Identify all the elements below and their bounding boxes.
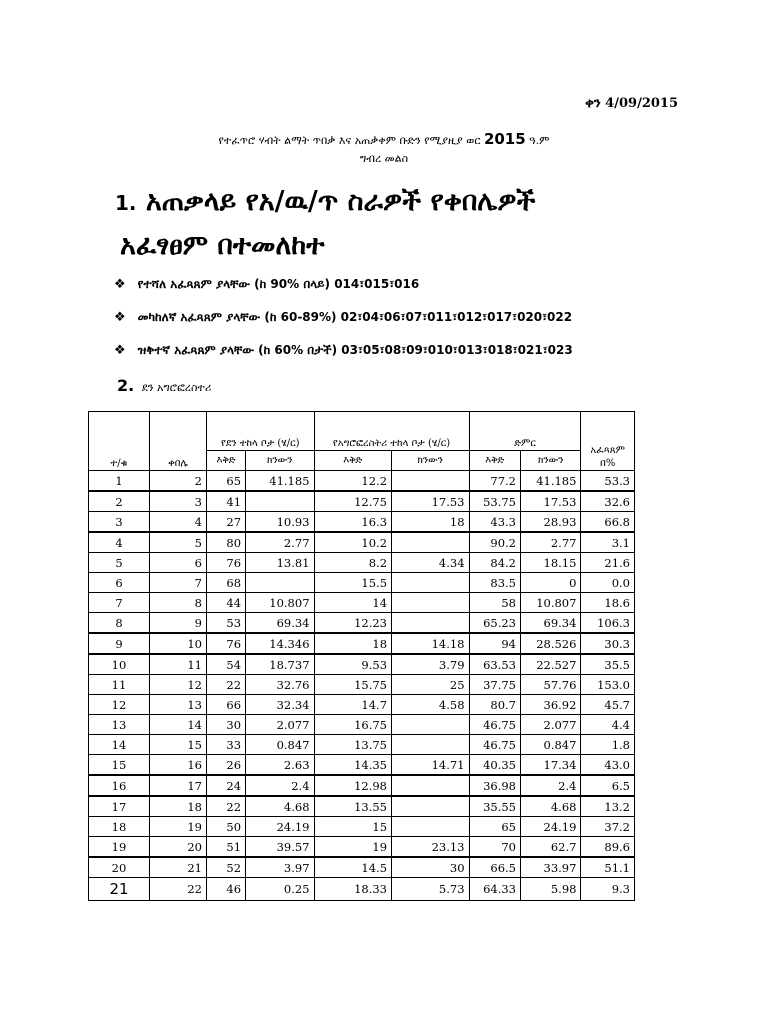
table-cell: 10.2 bbox=[314, 532, 392, 553]
table-cell bbox=[392, 573, 470, 593]
table-cell: 7 bbox=[89, 593, 150, 613]
table-cell: 66 bbox=[207, 695, 246, 715]
table-cell: 89.6 bbox=[581, 837, 635, 858]
table-cell bbox=[392, 471, 470, 492]
table-cell: 21 bbox=[150, 857, 207, 878]
table-cell: 14 bbox=[89, 735, 150, 755]
bullet-item-high bbox=[114, 277, 419, 292]
table-row bbox=[89, 675, 635, 695]
table-cell: 46.75 bbox=[469, 715, 520, 735]
table-cell: 3 bbox=[150, 491, 207, 512]
table-cell: 26 bbox=[207, 755, 246, 776]
report-subtitle-line2: ግብረ መልስ bbox=[359, 152, 409, 165]
table-cell: 65 bbox=[469, 817, 520, 837]
table-cell: 19 bbox=[89, 837, 150, 858]
header-performance bbox=[581, 412, 635, 471]
table-cell: 2.4 bbox=[246, 775, 314, 796]
header-agro-plan: እቅድ bbox=[314, 451, 392, 471]
section1-title-line2: አፈፃፀም በተመለከተ bbox=[120, 230, 325, 261]
table-row bbox=[89, 491, 635, 512]
header-no: ተ/ቁ bbox=[89, 412, 150, 471]
table-cell: 76 bbox=[207, 633, 246, 654]
table-cell: 8 bbox=[150, 593, 207, 613]
table-cell: 19 bbox=[314, 837, 392, 858]
table-row bbox=[89, 715, 635, 735]
table-cell: 2.77 bbox=[246, 532, 314, 553]
table-cell: 2.63 bbox=[246, 755, 314, 776]
table-cell: 18.33 bbox=[314, 878, 392, 901]
table-cell: 11 bbox=[89, 675, 150, 695]
table-row bbox=[89, 553, 635, 573]
header-forest: የደን ተከላ ቦታ (ሄ/ር) bbox=[207, 412, 315, 451]
table-cell: 35.55 bbox=[469, 796, 520, 817]
header-performance-line1: አፈጻጸም bbox=[590, 445, 626, 456]
table-row bbox=[89, 471, 635, 492]
table-cell: 17 bbox=[150, 775, 207, 796]
header-agroforestry: የአግሮፎረስትሪ ተከላ ቦታ (ሄ/ር) bbox=[314, 412, 469, 451]
table-cell: 17.53 bbox=[521, 491, 581, 512]
table-cell: 16 bbox=[89, 775, 150, 796]
table-row bbox=[89, 512, 635, 533]
section1-number: 1. bbox=[115, 191, 137, 215]
table-cell: 28.93 bbox=[521, 512, 581, 533]
table-cell: 13 bbox=[150, 695, 207, 715]
table-cell: 22 bbox=[150, 878, 207, 901]
table-cell: 20 bbox=[150, 837, 207, 858]
table-cell: 1 bbox=[89, 471, 150, 492]
table-cell: 18 bbox=[150, 796, 207, 817]
table-cell: 80.7 bbox=[469, 695, 520, 715]
table-cell: 94 bbox=[469, 633, 520, 654]
table-cell: 2 bbox=[150, 471, 207, 492]
table-cell: 18 bbox=[314, 633, 392, 654]
table-cell bbox=[392, 796, 470, 817]
table-cell: 5 bbox=[89, 553, 150, 573]
table-cell: 33.97 bbox=[521, 857, 581, 878]
table-cell: 13 bbox=[89, 715, 150, 735]
bullet-text: ዝቅተኛ አፈጻጸም ያላቸው (ከ 60% በታች) 03፣05፣08፣09፣010፣013፣018፣021፣023 bbox=[137, 343, 573, 357]
table-cell: 80 bbox=[207, 532, 246, 553]
table-row bbox=[89, 654, 635, 675]
table-cell: 33 bbox=[207, 735, 246, 755]
table-cell: 17.53 bbox=[392, 491, 470, 512]
table-row bbox=[89, 878, 635, 901]
table-cell: 106.3 bbox=[581, 613, 635, 634]
table-cell: 14.7 bbox=[314, 695, 392, 715]
table-cell: 13.81 bbox=[246, 553, 314, 573]
table-cell: 3.97 bbox=[246, 857, 314, 878]
table-row bbox=[89, 755, 635, 776]
table-cell: 36.92 bbox=[521, 695, 581, 715]
table-cell: 62.7 bbox=[521, 837, 581, 858]
table-cell: 15.5 bbox=[314, 573, 392, 593]
table-cell: 13.2 bbox=[581, 796, 635, 817]
subtitle-text: የተፈጥሮ ሃብት ልማት ጥበቃ እና አጠቃቀም ቡድን የሚያዚያ ወር bbox=[218, 134, 484, 147]
table-cell: 12.75 bbox=[314, 491, 392, 512]
table-cell: 3.79 bbox=[392, 654, 470, 675]
table-row bbox=[89, 633, 635, 654]
table-cell: 4.4 bbox=[581, 715, 635, 735]
table-cell: 18.15 bbox=[521, 553, 581, 573]
table-cell: 17.34 bbox=[521, 755, 581, 776]
table-cell: 6 bbox=[89, 573, 150, 593]
table-cell: 22.527 bbox=[521, 654, 581, 675]
table-cell bbox=[392, 817, 470, 837]
table-cell: 3 bbox=[89, 512, 150, 533]
table-cell: 41 bbox=[207, 491, 246, 512]
table-cell: 5 bbox=[150, 532, 207, 553]
table-cell: 4.68 bbox=[521, 796, 581, 817]
table-cell: 5.73 bbox=[392, 878, 470, 901]
table-cell: 2.077 bbox=[521, 715, 581, 735]
table-cell: 22 bbox=[207, 675, 246, 695]
table-cell: 15.75 bbox=[314, 675, 392, 695]
table-cell: 14.71 bbox=[392, 755, 470, 776]
table-cell: 8.2 bbox=[314, 553, 392, 573]
table-cell: 13.55 bbox=[314, 796, 392, 817]
table-cell: 2 bbox=[89, 491, 150, 512]
table-cell: 50 bbox=[207, 817, 246, 837]
table-cell: 69.34 bbox=[521, 613, 581, 634]
table-cell: 21 bbox=[89, 878, 150, 901]
table-cell: 10.93 bbox=[246, 512, 314, 533]
header-performance-line2: በ% bbox=[600, 458, 616, 469]
table-cell: 15 bbox=[150, 735, 207, 755]
section1-title-line1: አጠቃላይ የአ/ዉ/ጥ ስራዎች የቀበሌዎች bbox=[145, 186, 536, 217]
table-row bbox=[89, 695, 635, 715]
bullet-item-medium bbox=[114, 310, 572, 325]
table-cell: 45.7 bbox=[581, 695, 635, 715]
bullet-text: መካከለኛ አፈጻጸም ያላቸው (ከ 60-89%) 02፣04፣06፣07፣011፣012፣017፣020፣022 bbox=[137, 310, 573, 324]
table-cell: 35.5 bbox=[581, 654, 635, 675]
table-cell: 53.3 bbox=[581, 471, 635, 492]
table-cell: 14.35 bbox=[314, 755, 392, 776]
table-cell: 14.5 bbox=[314, 857, 392, 878]
table-cell: 2.77 bbox=[521, 532, 581, 553]
header-agro-done: ክንውን bbox=[392, 451, 470, 471]
table-cell: 57.76 bbox=[521, 675, 581, 695]
table-cell: 7 bbox=[150, 573, 207, 593]
table-cell: 44 bbox=[207, 593, 246, 613]
table-cell: 9 bbox=[150, 613, 207, 634]
table-cell: 12 bbox=[89, 695, 150, 715]
table-cell: 51 bbox=[207, 837, 246, 858]
table-cell: 46.75 bbox=[469, 735, 520, 755]
table-cell: 0.847 bbox=[246, 735, 314, 755]
performance-table bbox=[88, 411, 635, 901]
report-date: ቀን 4/09/2015 bbox=[585, 96, 678, 111]
table-cell: 11 bbox=[150, 654, 207, 675]
table-cell: 9 bbox=[89, 633, 150, 654]
diamond-bullet-icon: ❖ bbox=[114, 310, 126, 325]
table-row bbox=[89, 837, 635, 858]
section1-heading bbox=[115, 186, 535, 218]
table-cell: 32.6 bbox=[581, 491, 635, 512]
table-cell: 4.68 bbox=[246, 796, 314, 817]
table-cell: 16.75 bbox=[314, 715, 392, 735]
table-cell bbox=[392, 593, 470, 613]
table-cell: 23.13 bbox=[392, 837, 470, 858]
table-cell: 6.5 bbox=[581, 775, 635, 796]
table-row bbox=[89, 857, 635, 878]
table-cell: 0.847 bbox=[521, 735, 581, 755]
table-row bbox=[89, 735, 635, 755]
diamond-bullet-icon: ❖ bbox=[114, 343, 126, 358]
table-cell: 10 bbox=[89, 654, 150, 675]
table-row bbox=[89, 593, 635, 613]
table-cell: 12 bbox=[150, 675, 207, 695]
table-cell: 52 bbox=[207, 857, 246, 878]
table-cell bbox=[392, 735, 470, 755]
table-cell: 19 bbox=[150, 817, 207, 837]
table-cell: 6 bbox=[150, 553, 207, 573]
table-row bbox=[89, 613, 635, 634]
table-row bbox=[89, 796, 635, 817]
table-cell: 30 bbox=[207, 715, 246, 735]
table-cell: 14.346 bbox=[246, 633, 314, 654]
table-cell: 4 bbox=[89, 532, 150, 553]
table-cell bbox=[392, 715, 470, 735]
table-cell: 4.58 bbox=[392, 695, 470, 715]
table-cell: 37.2 bbox=[581, 817, 635, 837]
table-cell: 68 bbox=[207, 573, 246, 593]
table-cell: 18 bbox=[392, 512, 470, 533]
header-forest-done: ክንውን bbox=[246, 451, 314, 471]
table-cell bbox=[392, 613, 470, 634]
table-cell: 12.23 bbox=[314, 613, 392, 634]
table-cell: 36.98 bbox=[469, 775, 520, 796]
table-cell: 20 bbox=[89, 857, 150, 878]
table-cell: 21.6 bbox=[581, 553, 635, 573]
table-cell: 28.526 bbox=[521, 633, 581, 654]
table-cell: 18 bbox=[89, 817, 150, 837]
table-cell: 16 bbox=[150, 755, 207, 776]
table-cell: 12.2 bbox=[314, 471, 392, 492]
table-cell: 41.185 bbox=[521, 471, 581, 492]
table-cell bbox=[392, 532, 470, 553]
table-cell: 8 bbox=[89, 613, 150, 634]
table-cell: 63.53 bbox=[469, 654, 520, 675]
table-cell: 24 bbox=[207, 775, 246, 796]
table-cell: 32.34 bbox=[246, 695, 314, 715]
table-cell: 14 bbox=[150, 715, 207, 735]
table-cell: 2.077 bbox=[246, 715, 314, 735]
table-cell bbox=[246, 573, 314, 593]
table-cell: 9.3 bbox=[581, 878, 635, 901]
table-cell: 10.807 bbox=[246, 593, 314, 613]
table-cell bbox=[392, 775, 470, 796]
header-total: ድምር bbox=[469, 412, 581, 451]
table-cell: 65.23 bbox=[469, 613, 520, 634]
table-cell: 51.1 bbox=[581, 857, 635, 878]
bullet-item-low bbox=[114, 343, 573, 358]
table-cell: 69.34 bbox=[246, 613, 314, 634]
table-cell: 24.19 bbox=[246, 817, 314, 837]
table-cell: 10.807 bbox=[521, 593, 581, 613]
table-cell bbox=[246, 491, 314, 512]
table-cell: 3.1 bbox=[581, 532, 635, 553]
section2-heading bbox=[117, 376, 211, 395]
table-row bbox=[89, 817, 635, 837]
table-cell: 66.5 bbox=[469, 857, 520, 878]
table-cell: 39.57 bbox=[246, 837, 314, 858]
table-cell: 46 bbox=[207, 878, 246, 901]
table-cell: 14 bbox=[314, 593, 392, 613]
table-cell: 27 bbox=[207, 512, 246, 533]
table-cell: 25 bbox=[392, 675, 470, 695]
section2-title: ደን አግሮፎረስተሪ bbox=[141, 381, 212, 394]
table-cell: 83.5 bbox=[469, 573, 520, 593]
table-cell: 5.98 bbox=[521, 878, 581, 901]
table-body bbox=[89, 471, 635, 901]
table-row bbox=[89, 573, 635, 593]
table-cell: 84.2 bbox=[469, 553, 520, 573]
table-cell: 76 bbox=[207, 553, 246, 573]
table-cell: 17 bbox=[89, 796, 150, 817]
table-cell: 14.18 bbox=[392, 633, 470, 654]
table-cell: 30 bbox=[392, 857, 470, 878]
table-cell: 2.4 bbox=[521, 775, 581, 796]
table-cell: 13.75 bbox=[314, 735, 392, 755]
table-cell: 40.35 bbox=[469, 755, 520, 776]
table-cell: 53 bbox=[207, 613, 246, 634]
table-cell: 22 bbox=[207, 796, 246, 817]
header-total-plan: እቅድ bbox=[469, 451, 520, 471]
table-cell: 90.2 bbox=[469, 532, 520, 553]
table-cell: 0.25 bbox=[246, 878, 314, 901]
subtitle-era: ዓ.ም bbox=[525, 134, 550, 147]
table-cell: 32.76 bbox=[246, 675, 314, 695]
table-cell: 1.8 bbox=[581, 735, 635, 755]
table-cell: 0 bbox=[521, 573, 581, 593]
table-row bbox=[89, 775, 635, 796]
table-cell: 66.8 bbox=[581, 512, 635, 533]
table-cell: 4.34 bbox=[392, 553, 470, 573]
bullet-text: የተሻለ አፈጻጸም ያላቸው (ከ 90% በላይ) 014፣015፣016 bbox=[137, 277, 420, 291]
table-cell: 64.33 bbox=[469, 878, 520, 901]
table-cell: 37.75 bbox=[469, 675, 520, 695]
table-cell: 15 bbox=[314, 817, 392, 837]
table-cell: 0.0 bbox=[581, 573, 635, 593]
table-cell: 16.3 bbox=[314, 512, 392, 533]
header-total-done: ክንውን bbox=[521, 451, 581, 471]
header-forest-plan: እቅድ bbox=[207, 451, 246, 471]
table-row bbox=[89, 532, 635, 553]
table-cell: 41.185 bbox=[246, 471, 314, 492]
table-cell: 65 bbox=[207, 471, 246, 492]
diamond-bullet-icon: ❖ bbox=[114, 277, 126, 292]
table-cell: 77.2 bbox=[469, 471, 520, 492]
table-cell: 9.53 bbox=[314, 654, 392, 675]
table-cell: 54 bbox=[207, 654, 246, 675]
table-cell: 43.3 bbox=[469, 512, 520, 533]
table-cell: 43.0 bbox=[581, 755, 635, 776]
table-cell: 153.0 bbox=[581, 675, 635, 695]
table-cell: 12.98 bbox=[314, 775, 392, 796]
table-cell: 18.737 bbox=[246, 654, 314, 675]
header-kebele: ቀበሌ bbox=[150, 412, 207, 471]
subtitle-year: 2015 bbox=[483, 130, 526, 148]
table-cell: 24.19 bbox=[521, 817, 581, 837]
table-cell: 4 bbox=[150, 512, 207, 533]
table-cell: 70 bbox=[469, 837, 520, 858]
table-cell: 30.3 bbox=[581, 633, 635, 654]
table-cell: 18.6 bbox=[581, 593, 635, 613]
table-cell: 53.75 bbox=[469, 491, 520, 512]
table-cell: 58 bbox=[469, 593, 520, 613]
report-subtitle bbox=[0, 130, 768, 148]
table-cell: 10 bbox=[150, 633, 207, 654]
section2-number: 2. bbox=[117, 376, 135, 395]
table-cell: 15 bbox=[89, 755, 150, 776]
